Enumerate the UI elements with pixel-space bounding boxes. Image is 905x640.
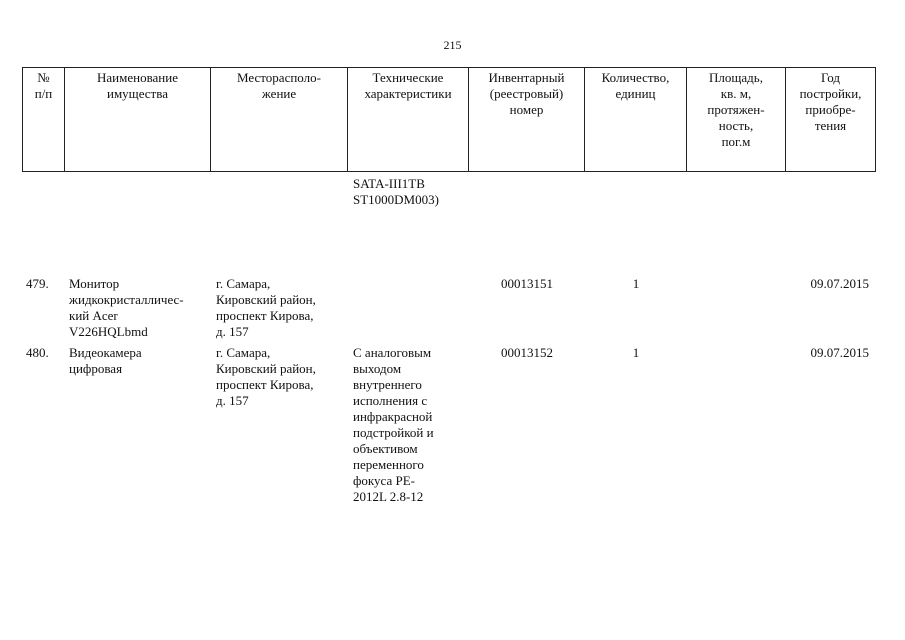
row-inventory: 00013151 bbox=[501, 276, 553, 291]
row-number: 479. bbox=[26, 276, 49, 291]
page-number: 215 bbox=[443, 38, 462, 52]
column-header-year: Год постройки, приобре- тения bbox=[786, 68, 876, 172]
row-specs: С аналоговым выходом внутреннего исполнения с инфракрасной подстройкой и объективом переменного фокуса PE- 2012L 2.8-12 bbox=[353, 345, 434, 504]
row-quantity: 1 bbox=[632, 345, 640, 360]
row-number: 480. bbox=[26, 345, 49, 360]
row-year: 09.07.2015 bbox=[810, 276, 869, 291]
column-header-inventory: Инвентарный (реестровый) номер bbox=[469, 68, 585, 172]
column-header-name: Наименование имущества bbox=[65, 68, 211, 172]
column-header-number: № п/п bbox=[23, 68, 65, 172]
row-year: 09.07.2015 bbox=[810, 345, 869, 360]
table-header bbox=[22, 67, 876, 172]
row-name: Монитор жидкокристалличес- кий Acer V226HQLbmd bbox=[69, 276, 184, 339]
continuation-specs: SATA-III1TB ST1000DM003) bbox=[353, 176, 439, 207]
column-header-specs: Технические характеристики bbox=[348, 68, 469, 172]
column-header-location: Месторасполо- жение bbox=[211, 68, 348, 172]
row-location: г. Самара, Кировский район, проспект Кирова, д. 157 bbox=[216, 276, 316, 339]
row-location: г. Самара, Кировский район, проспект Кирова, д. 157 bbox=[216, 345, 316, 408]
row-quantity: 1 bbox=[632, 276, 640, 291]
row-inventory: 00013152 bbox=[501, 345, 553, 360]
column-header-quantity: Количество, единиц bbox=[585, 68, 687, 172]
row-name: Видеокамера цифровая bbox=[69, 345, 142, 376]
column-header-area: Площадь, кв. м, протяжен- ность, пог.м bbox=[687, 68, 786, 172]
